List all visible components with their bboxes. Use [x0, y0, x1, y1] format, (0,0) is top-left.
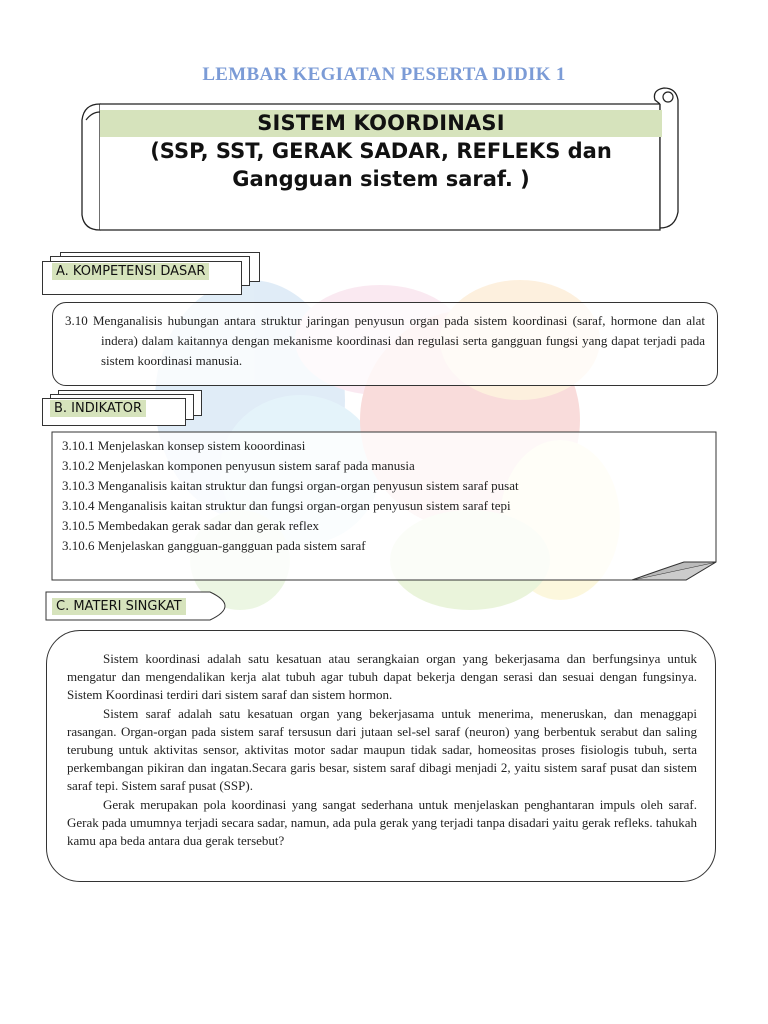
indicator-item: 3.10.1 Menjelaskan konsep sistem kooordinasi — [62, 438, 306, 453]
summary-paragraph: Sistem saraf adalah satu kesatuan organ yang bekerjasama untuk menerima, meneruskan, dan menaggapi rasangan. Organ-organ pada sistem saraf tersusun dari jutaan sel-sel saraf (neuron) yang berbentuk serabut dan saling terubung untuk aktivitas sensor, aktivitas motor sadar maupun tidak sadar, homeositas proses fisiologis tubuh, serta perkembangan pikiran dan ingatan.Secara garis besar, sistem saraf dibagi menjadi 2, yaitu sistem saraf pusat dan sistem saraf tepi. Sistem saraf pusat (SSP). — [67, 705, 697, 794]
section-a-tab — [42, 252, 262, 296]
document-title: LEMBAR KEGIATAN PESERTA DIDIK 1 — [202, 64, 566, 85]
section-c-label: C. MATERI SINGKAT — [52, 598, 186, 615]
header-title: SISTEM KOORDINASI — [100, 110, 662, 137]
section-b-tab — [42, 390, 204, 426]
header-subtitle-line2: Gangguan sistem saraf. ) — [232, 167, 530, 191]
competency-text: 3.10 Menganalisis hubungan antara struktur jaringan penyusun organ pada sistem koordinasi (saraf, hormone dan alat indera) dalam kaitannya dengan mekanisme koordinasi dan regulasi serta gangguan fungsi yang dapat terjadi pada sistem koordinasi manusia. — [65, 313, 705, 368]
indicator-item: 3.10.4 Menganalisis kaitan struktur dan fungsi organ-organ penyusun sistem saraf tepi — [62, 498, 511, 513]
summary-paragraph: Sistem koordinasi adalah satu kesatuan atau serangkaian organ yang bekerjasama dan berfungsinya untuk mengatur dan mengendalikan kerja alat tubuh agar tubuh dapat bekerja dengan serasi dan sesuai dengan fungsinya. Sistem Koordinasi terdiri dari sistem saraf dan sistem hormon. — [67, 651, 697, 703]
indicator-item: 3.10.2 Menjelaskan komponen penyusun sistem saraf pada manusia — [62, 458, 415, 473]
summary-box — [46, 630, 716, 882]
section-c-tab — [46, 592, 226, 620]
indicator-item: 3.10.5 Membedakan gerak sadar dan gerak reflex — [62, 518, 319, 533]
header-subtitle-line1: (SSP, SST, GERAK SADAR, REFLEKS dan — [150, 139, 612, 163]
summary-paragraph: Gerak merupakan pola koordinasi yang sangat sederhana untuk menjelaskan penghantaran impuls oleh saraf. Gerak pada umumnya terjadi secara sadar, namun, ada pula gerak yang terjadi tanpa disadari yaitu gerak refleks. tahukah kamu apa beda antara dua gerak tersebut? — [67, 796, 697, 849]
indicator-item: 3.10.3 Menganalisis kaitan struktur dan fungsi organ-organ penyusun sistem saraf pusat — [62, 478, 519, 493]
section-a-label: A. KOMPETENSI DASAR — [52, 263, 209, 280]
indicator-item: 3.10.6 Menjelaskan gangguan-gangguan pada sistem saraf — [62, 538, 366, 553]
section-b-label: B. INDIKATOR — [50, 400, 146, 417]
